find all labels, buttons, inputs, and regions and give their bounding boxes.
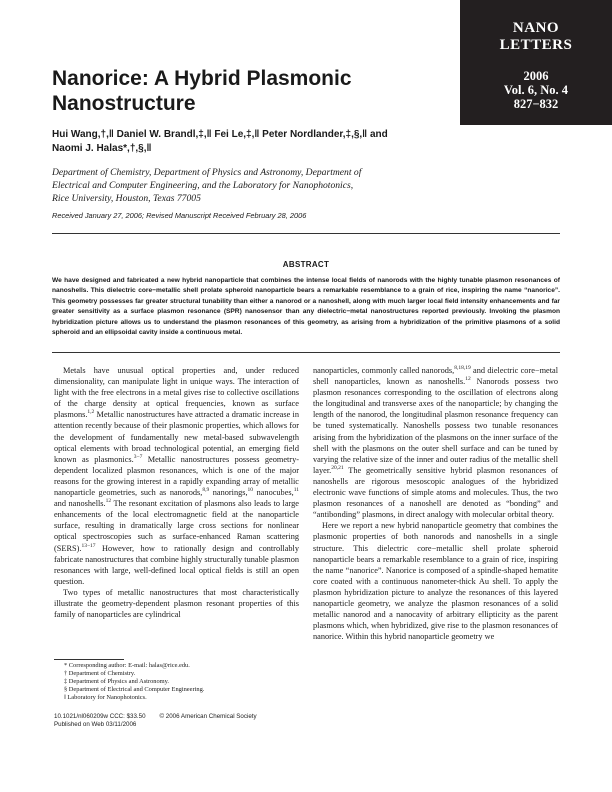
journal-name-line1: NANO	[512, 20, 560, 36]
journal-badge	[460, 0, 612, 125]
body-paragraph: Here we report a new hybrid nanoparticle geometry that combines the plasmonic properties of both nanorods and nanoshells in a single structure. This dielectric core−metallic shell prolate spheroid nanoparticle bears a remarkable resemblance to a grain of rice, inspiring the name “nanorice”. Nanorice is composed of a spindle-shaped hematite core coated with a continuous nanometer-thick Au shell. To apply the plasmon hybridization picture to analyze the resonances of this layered nanoparticle geometry, we analyze the plasmon resonances of a solid metallic nanorod and a nanocavity of arbitrary ellipticity as the parent plasmons which, when hybridized, give rise to the plasmon resonances of nanorice. Within this hybrid nanoparticle geometry we	[313, 521, 558, 642]
journal-name-line2: LETTERS	[499, 37, 573, 53]
body-paragraph: Two types of metallic nanostructures that most characteristically illustrate the geometry-dependent plasmon resonant properties of this family of nanoparticles are cylindrical	[54, 587, 299, 620]
affiliation	[52, 166, 452, 205]
citation: 8,18,19	[454, 365, 471, 372]
journal-year: 2006	[523, 69, 549, 83]
footnote-engineering: § Department of Electrical and Computer Engineering.	[64, 685, 205, 693]
author-line1: Hui Wang,†,‖ Daniel W. Brandl,‡,‖ Fei Le,‡,‖ Peter Nordlander,‡,§,‖ and	[52, 129, 388, 140]
citation: 1,2	[87, 409, 95, 416]
doi-text: 10.1021/nl060209w CCC: $33.50	[54, 713, 146, 720]
citation: 12	[105, 498, 112, 505]
article-title-line1: Nanorice: A Hybrid Plasmonic	[52, 67, 352, 90]
footnotes	[54, 662, 299, 702]
journal-volume: Vol. 6, No. 4	[503, 83, 569, 97]
author-list	[52, 128, 452, 156]
footnote-physics: ‡ Department of Physics and Astronomy.	[64, 677, 170, 685]
abstract-top-rule	[52, 233, 560, 234]
journal-pages: 827−832	[513, 97, 559, 111]
publication-info	[54, 713, 314, 729]
abstract-bottom-rule	[52, 352, 560, 353]
citation: 10	[247, 487, 254, 494]
affiliation-line3: Rice University, Houston, Texas 77005	[52, 193, 201, 204]
article-title-line2: Nanostructure	[52, 92, 196, 115]
author-line2: Naomi J. Halas*,†,§,‖	[52, 143, 152, 154]
published-date: Published on Web 03/11/2006	[54, 721, 137, 728]
body-column-right	[313, 365, 558, 642]
citation: 11	[293, 487, 299, 494]
citation: 8,9	[202, 487, 210, 494]
citation: 3−7	[133, 453, 143, 460]
copyright-text: © 2006 American Chemical Society	[159, 713, 257, 720]
affiliation-line2: Electrical and Computer Engineering, and the Laboratory for Nanophotonics,	[52, 180, 354, 191]
footnote-nanophotonics: ‖ Laboratory for Nanophotonics.	[64, 693, 147, 701]
abstract-heading: ABSTRACT	[282, 260, 330, 269]
footnote-chemistry: † Department of Chemistry.	[64, 669, 136, 677]
article-title	[52, 66, 442, 116]
citation: 20,21	[331, 465, 344, 472]
body-column-left	[54, 365, 299, 620]
footnote-rule	[54, 659, 124, 660]
received-dates: Received January 27, 2006; Revised Manuscript Received February 28, 2006	[52, 211, 307, 220]
citation: 12	[465, 376, 471, 383]
affiliation-line1: Department of Chemistry, Department of Physics and Astronomy, Department of	[52, 167, 362, 178]
body-paragraph: nanoparticles, commonly called nanorods,$^{8,18,19}$ and dielectric core−metal shell nanoparticles, known as nanoshells.$^{12}$ Nanorods possess two plasmon resonances corresponding to the oscillation of electrons along the longitudinal and transverse axes of the nanoparticle; by changing the length of the nanorod, the longitudinal plasmon resonance frequency can be tuned systematically. Nanoshells possess two tunable resonances arising from the hybridization of the plasmons on the inner surface of the shell with the plasmons on the outer shell surface and can be tuned by varying the relative size of the inner and outer radius of the metallic shell layer.$^{20,21}$ The geometrically sensitive hybrid plasmon resonances of nanoshells are rigorous mesoscopic analogues of the hybridized electronic wave functions of simple atoms and molecules. Thus, the two plasmon resonances of a nanoshell are denoted as “bonding” and “antibonding” plasmons, in direct analogy with molecular orbital theory.	[313, 365, 558, 520]
abstract-text: We have designed and fabricated a new hybrid nanoparticle that combines the intense local fields of nanorods with the highly tunable plasmon resonances of nanoshells. This dielectric core−metallic shell prolate spheroid nanoparticle bears a remarkable resemblance to a grain of rice, inspiring the name “nanorice”. This geometry possesses far greater structural tunability than either a nanorod or a nanoshell, along with much larger local field intensity enhancements and far greater sensitivity as a surface plasmon resonance (SPR) nanosensor than any dielectric−metal nanostructures reported previously. Invoking the plasmon hybridization picture allows us to understand the plasmon resonances of this geometry, as arising from a hybridization of the primitive plasmons of a solid spheroid and an ellipsoidal cavity inside a continuous metal.	[52, 277, 560, 337]
footnote-corresponding: * Corresponding author: E-mail: halas@rice.edu.	[64, 662, 190, 669]
body-paragraph: Metals have unusual optical properties and, under reduced dimensionality, can manipulate light in unique ways. The interaction of light with the free electrons in a metal gives rise to collective oscillations of the charge density at optical frequencies, known as surface plasmons.$^{1,2}$ Metallic nanostructures have attracted a dramatic increase in attention recently because of their plasmonic properties, which allows for the development of fundamentally new metal-based subwavelength optical elements with broad technological potential, an emerging field known as plasmonics.$^{3-7}$ Metallic nanostructures possess geometry-dependent localized plasmon resonances, which is one of the major reasons for the growing interest in a rapidly expanding array of metallic nanoparticle geometries, such as nanorods,$^{8,9}$ nanorings,$^{10}$ nanocubes,$^{11}$ and nanoshells.$^{12}$ The resonant excitation of plasmons also leads to large enhancements of the local electromagnetic field at the nanoparticle surface, resulting in dramatically large cross sections for nonlinear optical spectroscopies such as surface-enhanced Raman scattering (SERS).$^{13-17}$ However, how to rationally design and controllably fabricate nanostructures that combine highly structurally tunable plasmon resonances with large, well-defined local optical fields is still an open question.	[54, 366, 299, 586]
citation: 13−17	[81, 542, 96, 549]
